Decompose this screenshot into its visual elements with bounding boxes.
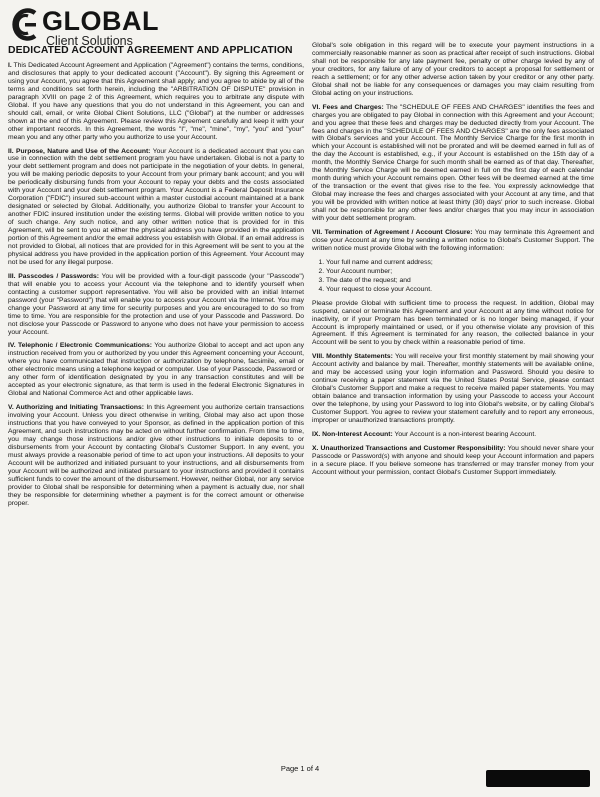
document-title: DEDICATED ACCOUNT AGREEMENT AND APPLICATION (8, 45, 293, 56)
section-heading: II. Purpose, Nature and Use of the Account: (8, 147, 151, 155)
closure-requirements-list (312, 259, 594, 294)
global-logo (8, 6, 208, 50)
section-heading: X. Unauthorized Transactions and Customer Responsibility: (312, 444, 506, 452)
section-10 (312, 445, 594, 477)
list-item: 3. The date of the request; and (326, 277, 594, 285)
section-5-continued (312, 42, 594, 98)
section-heading: VII. Termination of Agreement / Account Closure: (312, 228, 473, 236)
section-heading: IV. Telephonic / Electronic Communications: (8, 342, 152, 350)
list-item: 1. Your full name and current address; (326, 259, 594, 267)
section-text: You will be provided with a four-digit passcode (your "Passcode") that will enable you to access your Account via the telephone and to identify yourself when contacting a customer support representative. You will also be provided with an initial Internet password (your "Password") that will enable you to access your Account via the Internet. You may change your Password at any time for security purposes and you are encouraged to do so from time to time. You are responsible for the protection and use of your Passcode and Password. Do not disclose your Passcode or Password to anyone who does not have your permission to access your Account. (8, 272, 304, 336)
page-number: Page 1 of 4 (280, 764, 320, 773)
section-8 (312, 353, 594, 425)
section-heading: VIII. Monthly Statements: (312, 353, 393, 361)
section-text: In this Agreement you authorize certain transactions involving your Account. Unless you direct otherwise in writing, Global may also act upon those instructions that you have conveyed to your Sponsor, as defined in the application portion of this Agreement, and such instructions may be acted on without further confirmation. From time to time, you may change those instructions and/or give other instructions to initiate deposits to or disbursements from your Account by contacting Global's Customer Support. In any event, you must always provide a reasonable period of time to act upon your instructions. All deposits to your Account will be authorized and initiated pursuant to your instructions, and all disbursements from your Account will be authorized and initiated pursuant to your instructions and provided it contains sufficient funds to cover the amount of the disbursement. However, neither Global, nor any service provider to Global shall be responsible for determining when a payment is actually due, nor shall they be responsible for determining whether a payment is for the correct amount or otherwise proper. (8, 404, 304, 507)
section-text: This Dedicated Account Agreement and Application ("Agreement") contains the terms, conditions, and disclosures that apply to your dedicated account ("Account"). By signing this Agreement or using your Account, you agree that this Agreement shall apply; and you agree to abide by all of the terms and conditions set forth herein, including the "ARBITRATION OF DISPUTE" provision in paragraph XVIII on page 2 of this Agreement, which requires you to arbitrate any dispute with Global. If you have any questions that you do not understand in this Agreement, you can and should call, email, or write Global Client Solutions, LLC ("Global") at the number or addresses shown at the end of this Agreement. Please review this Agreement carefully and keep it with your other important records. In this Agreement, the words "I", "me", "mine", "my", "you" and "your" mean you and any other party who you authorize to use your Account. (8, 62, 305, 141)
section-7 (312, 229, 594, 253)
section-2 (8, 148, 304, 267)
section-heading: I. (8, 62, 12, 69)
section-5 (8, 404, 304, 507)
section-text: The "SCHEDULE OF FEES AND CHARGES" identifies the fees and charges you are obligated to pay Global in connection with this Agreement and your Account; and you agree that these fees and charges may be deducted directly from your Account. The fees and charges in the "SCHEDULE OF FEES AND CHARGES" are the only fees associated with Global's services and your Account. The Monthly Service Charge for the first month in which your Account is established will not be prorated and will be deemed earned in full as of the day the Account is established, e.g., if your Account is established on the 15th day of a month, the Monthly Service Charge for such month shall be earned as of that day. Thereafter, the Monthly Service Charge will be deemed earned in full on the first day of each calendar month during which your Account remains open. Other fees will be deemed earned at the time of the transaction or the event that gives rise to the fee. You expressly acknowledge that Global may increase the fees and charges associated with your Account at any time, and that you will be provided with written notice at least thirty (30) days' prior to such increase. Global shall not be responsible for any other fees and/or charges that you may incur in association with your debt settlement program. (312, 103, 594, 223)
section-text: Please provide Global with sufficient time to process the request. In addition, Global may suspend, cancel or terminate this Agreement and your Account at any time without notice for inactivity, or if your Program has been terminated or is no longer being managed, if your Account is improperly maintained or used, or if you otherwise violate any provision of this Agreement. If this Agreement is terminated for any reason, the collected balance in your Account will be sent to you by check within a reasonable period of time. (312, 299, 594, 347)
redaction-block (486, 770, 590, 787)
section-heading: III. Passcodes / Passwords: (8, 272, 99, 280)
section-text: You may terminate this Agreement and close your Account at any time by sending a written notice to Global's Customer Support. The written notice must provide Global with the following information: (312, 228, 594, 252)
section-text: Global's sole obligation in this regard will be to execute your payment instructions in a commercially reasonable manner as soon as practical after receipt of such instructions. Global shall not be responsible for any late payment fee, penalty or other charge levied by any of your creditors, for any failure of any of your creditors to accept a proposal for settlement or reach a settlement; or for any other adverse action taken by your creditor or any other party. Global shall not be liable for any consequences or damages you may claim resulting from Global acting on your instructions. (312, 42, 594, 97)
list-item: 2. Your Account number; (326, 268, 594, 276)
list-item: 4. Your request to close your Account. (326, 286, 594, 294)
section-text: You authorize Global to accept and act upon any instruction received from you or authorized by you under this Agreement concerning your Account, where you have communicated that instruction or authorization by telephone, facsimile, email or other electronic means using a telephone keypad or computer. Use of your Passcode, Password or any other form of identification designated by you in any transaction constitutes and will be accepted as your electronic signature, as that term is used in the federal Electronic Signatures in Global and National Commerce Act and other applicable laws. (8, 342, 305, 398)
section-text: Your Account is a dedicated account that you can use in connection with the debt settlement program you have undertaken. Global is not a party to your debt settlement program and does not participate in the negotiation of your debts. In general, you will be making periodic deposits to your Account from your primary bank account; and you will be periodically disbursing funds from your Account to repay your debts and the costs associated with your Account and your debt settlement program. Your Account is a Federal Deposit Insurance Corporation ("FDIC") insured sub-account within a master custodial account maintained at a bank designated or selected by Global. Additionally, you authorize Global to transfer your Account to another FDIC insured institution under the existing terms. Global will provide written notice to you of such change. Any such notice, and any other written notice that is provided for in this Agreement, will be sent to you at either the physical address you have provided in the application portion of this Agreement and/or the email address you establish with Global. If an email address is not provided to Global, all notices that are provided for in this Agreement will be sent to you at the physical address you have provided in the application portion of this Agreement. Your Account may not be used for any illegal purpose. (8, 147, 304, 266)
left-column (8, 62, 304, 514)
section-text: Your Account is a non-interest bearing Account. (394, 430, 537, 438)
section-text: You should never share your Passcode or Password(s) with anyone and should keep your Account information and papers in a secure place. If you believe someone has transferred or may transfer money from your Account without your permission, contact Global's Customer Support immediately. (312, 444, 594, 476)
section-4 (8, 342, 304, 398)
logo-subtitle: Client Solutions (46, 34, 133, 48)
global-g-icon (8, 6, 40, 44)
right-column (312, 42, 594, 483)
section-heading: VI. Fees and Charges: (312, 103, 384, 111)
section-heading: V. Authorizing and Initiating Transactions: (8, 404, 145, 412)
section-1 (8, 62, 304, 142)
section-3 (8, 273, 304, 337)
section-text: You will receive your first monthly statement by mail showing your Account activity and balance by mail. Thereafter, monthly statements will be available online, and may be accessed using your login information and Password. Should you desire to continue receiving a paper statement via the United States Postal Service, please contact Global's Customer Support and make a request to receive mailed paper statements. You may obtain balance and transaction information by using your Passcode to access your Account over the telephone, by using your Password to log into Global's website, or by calling Global's Customer Support. You agree to review your statement carefully and to report any erroneous, improper or unauthorized transactions promptly. (312, 353, 594, 424)
section-7-continued (312, 300, 594, 348)
section-heading: IX. Non-Interest Account: (312, 430, 393, 438)
logo-name: GLOBAL (42, 6, 159, 36)
section-9 (312, 431, 594, 439)
section-6 (312, 104, 594, 223)
